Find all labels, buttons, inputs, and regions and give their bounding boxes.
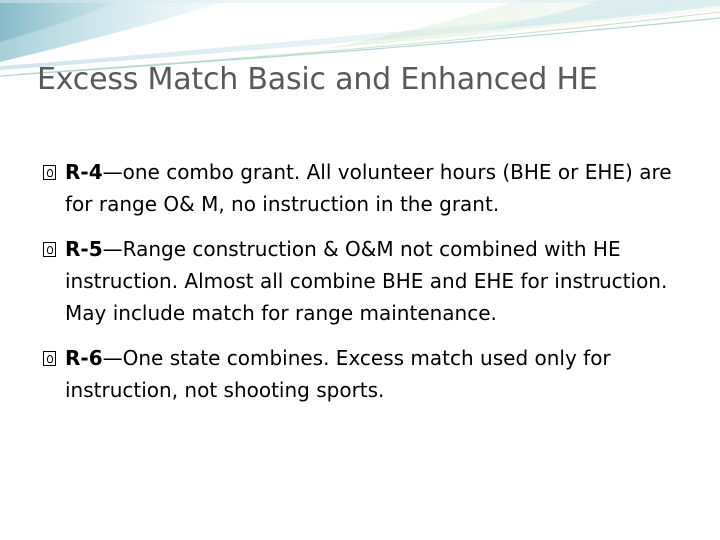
- bullet-text: —One state combines. Excess match used only for instruction, not shooting sports.: [65, 346, 611, 402]
- bullet-box-icon: [43, 242, 56, 257]
- bullet-text: —one combo grant. All volunteer hours (BHE or EHE) are for range O& M, no instruction in the grant.: [65, 160, 672, 216]
- bullet-item-r4: [38, 156, 688, 220]
- bullet-code: R-6: [65, 346, 103, 370]
- bullet-box-icon: [43, 165, 56, 180]
- bullet-list: [38, 156, 688, 419]
- bullet-text: —Range construction & O&M not combined with HE instruction. Almost all combine BHE and EHE for instruction. May include match for range maintenance.: [65, 237, 668, 325]
- bullet-code: R-4: [65, 160, 103, 184]
- bullet-box-icon: [43, 351, 56, 366]
- bullet-item-r5: [38, 233, 688, 329]
- bullet-item-r6: [38, 342, 688, 406]
- slide-title: Excess Match Basic and Enhanced HE: [37, 62, 598, 97]
- bullet-code: R-5: [65, 237, 103, 261]
